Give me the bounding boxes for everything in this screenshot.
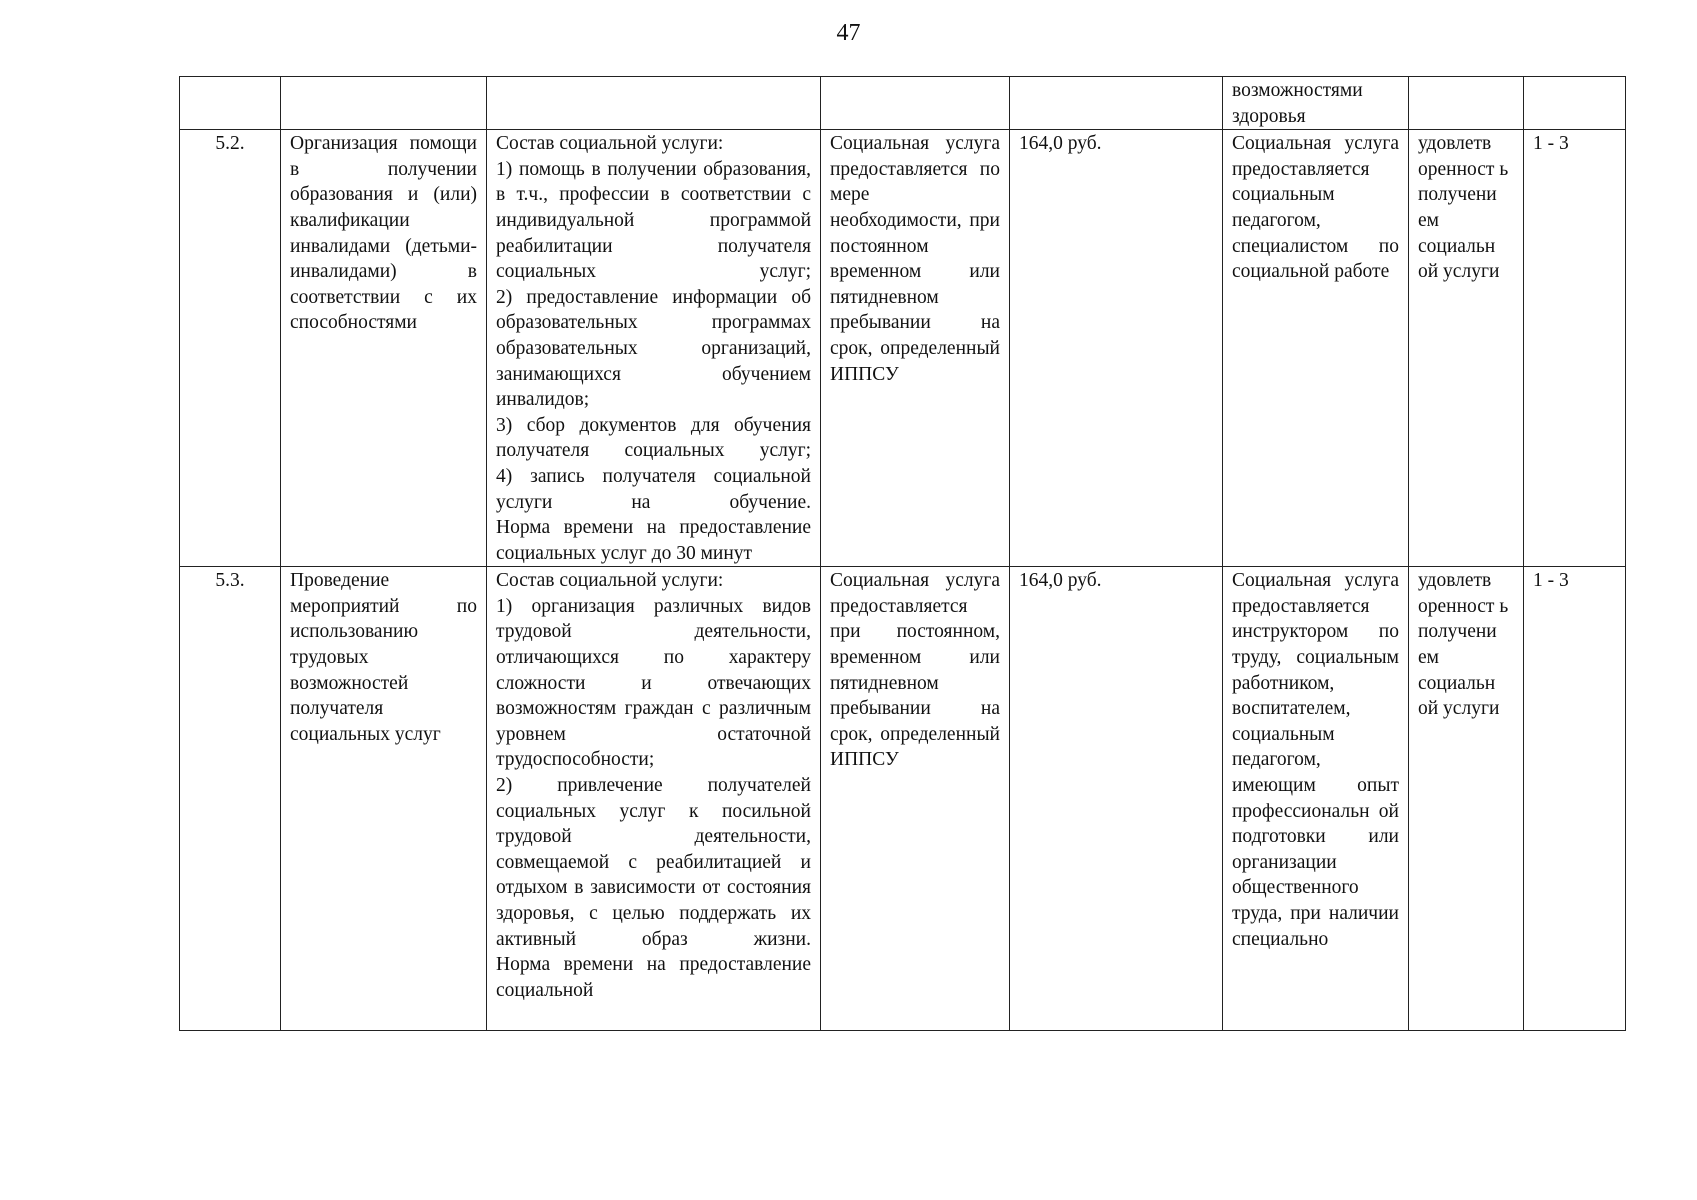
- table-row-continuation: [180, 77, 1626, 130]
- table-cell: [281, 77, 487, 130]
- continuation-provider-cell: возможностями здоровья: [1223, 77, 1409, 130]
- rating: 1 - 3: [1524, 567, 1626, 1031]
- service-terms: Социальная услуга предоставляется при постоянном, временном или пятидневном пребывании на срок, определенный ИППСУ: [821, 567, 1010, 1031]
- service-price: 164,0 руб.: [1010, 130, 1223, 567]
- service-name: Проведение мероприятий по использованию трудовых возможностей получателя социальных услуг: [281, 567, 487, 1031]
- content-line: Норма времени на предоставление социальной: [496, 954, 811, 1001]
- quality-indicator: удовлетв оренност ь получени ем социальн ой услуги: [1409, 130, 1524, 567]
- row-number: 5.2.: [180, 130, 281, 567]
- content-line: 4) запись получателя социальной услуги на обучение.: [496, 465, 811, 513]
- content-line: 2) привлечение получателей социальных услуг к посильной трудовой деятельности, совмещаемой с реабилитацией и отдыхом в зависимости от состояния здоровья, с целью поддержать их активный образ жизни.: [496, 775, 811, 950]
- service-content: [487, 130, 821, 567]
- page-number: 47: [836, 20, 861, 46]
- table-cell: [1409, 77, 1524, 130]
- content-line: Состав социальной услуги:: [496, 570, 724, 592]
- quality-indicator: удовлетв оренност ь получени ем социальн ой услуги: [1409, 567, 1524, 1031]
- content-line: Норма времени на предоставление социальных услуг до 30 минут: [496, 517, 811, 564]
- service-provider: Социальная услуга предоставляется социальным педагогом, специалистом по социальной работе: [1223, 130, 1409, 567]
- table-cell: [821, 77, 1010, 130]
- services-table: [179, 76, 1626, 1031]
- table-cell: [180, 77, 281, 130]
- table-cell: [1524, 77, 1626, 130]
- row-number: 5.3.: [180, 567, 281, 1031]
- content-line: 3) сбор документов для обучения получателя социальных услуг;: [496, 414, 811, 462]
- content-line: 1) организация различных видов трудовой деятельности, отличающихся по характеру сложности и отвечающих возможностям граждан с различным уровнем остаточной трудоспособности;: [496, 595, 811, 771]
- service-provider: [1223, 567, 1409, 1031]
- service-name: Организация помощи в получении образования и (или) квалификации инвалидами (детьми-инвалидами) в соответствии с их способностями: [281, 130, 487, 567]
- table-row: [180, 130, 1626, 567]
- service-price: 164,0 руб.: [1010, 567, 1223, 1031]
- rating: 1 - 3: [1524, 130, 1626, 567]
- table-cell: [1010, 77, 1223, 130]
- service-content: [487, 567, 821, 1031]
- service-content-wrapper: [496, 568, 811, 1030]
- service-terms: Социальная услуга предоставляется по мере необходимости, при постоянном временном или пятидневном пребывании на срок, определенный ИППСУ: [821, 130, 1010, 567]
- table-cell: [487, 77, 821, 130]
- service-provider-wrapper: Социальная услуга предоставляется инструктором по труду, социальным работником, воспитателем, социальным педагогом, имеющим опыт профессиональн ой подготовки или организации общественного труда, при наличии специально: [1232, 570, 1399, 950]
- content-line: Состав социальной услуги:: [496, 133, 724, 155]
- table-row: [180, 567, 1626, 1031]
- content-line: 1) помощь в получении образования, в т.ч., профессии в соответствии с индивидуальной программой реабилитации получателя социальных услуг;: [496, 158, 811, 283]
- content-line: 2) предоставление информации об образовательных программах образовательных организаций, занимающихся обучением инвалидов;: [496, 286, 811, 411]
